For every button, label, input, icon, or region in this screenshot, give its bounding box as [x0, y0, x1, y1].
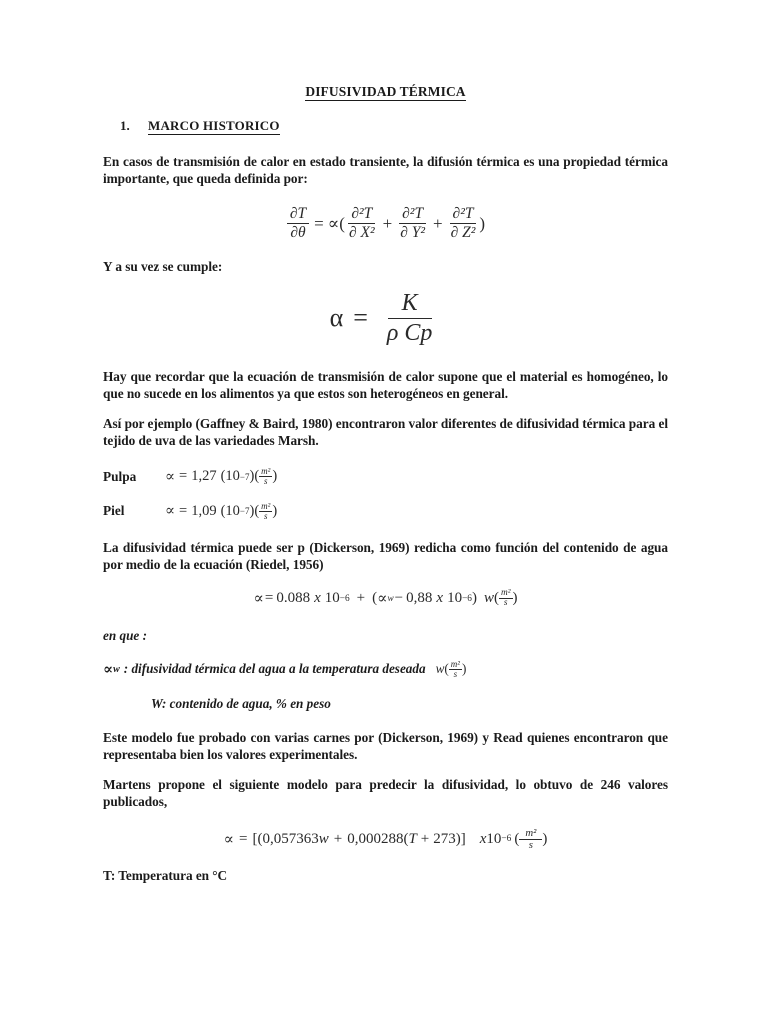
page-title [103, 84, 668, 100]
eq4-unit-close-paren: ) [542, 830, 548, 847]
eq1-equals: = [314, 213, 324, 233]
paragraph-y-a-su-vez: Y a su vez se cumple: [103, 258, 223, 274]
eq3-open-paren: ( [372, 590, 378, 607]
pulpa-unit-open-paren: ( [254, 468, 260, 484]
eq1-plus-1: + [382, 213, 393, 233]
piel-unit-numerator: m² [261, 500, 271, 511]
pulpa-unit-close-paren: ) [272, 468, 278, 484]
eq4-constant-273: 273 [433, 830, 456, 847]
value-line-pulpa [103, 467, 668, 486]
eq1-plus-2: + [433, 213, 443, 233]
def-unit-w: w [435, 661, 445, 677]
eq4-bracket-close: ] [460, 830, 466, 847]
eq3-base-1: 10 [324, 590, 340, 607]
eq4-variable-t: T [408, 830, 417, 847]
equation-heat-diffusion [103, 201, 668, 242]
piel-exponent: −7 [239, 506, 250, 517]
value-line-piel [103, 502, 668, 521]
eq2-denominator: ρ Cp [386, 319, 433, 346]
eq3-alpha-symbol: ∝ [253, 590, 264, 608]
page-title-text: DIFUSIVIDAD TÉRMICA [305, 84, 466, 99]
def-unit-fraction [449, 660, 462, 679]
eq2-equals: = [353, 303, 368, 333]
def-unit-numerator: m² [450, 658, 460, 669]
piel-equals: = [179, 502, 188, 519]
eq3-times-2: x [436, 590, 444, 607]
eq4-coefficient-w: 0,057363 [262, 830, 319, 847]
piel-unit-close-paren: ) [272, 502, 278, 519]
eq1-term-x-numerator: ∂²T [348, 206, 375, 224]
document-content [103, 84, 668, 897]
eq3-unit-fraction [499, 589, 513, 609]
pulpa-close-paren: ) [249, 468, 255, 484]
piel-value: 1,09 [191, 502, 217, 519]
def-alpha-text: : difusividad térmica del agua a la temperatura deseada [123, 661, 426, 677]
eq1-open-paren: ( [339, 213, 345, 233]
eq4-unit-open-paren: ( [514, 830, 520, 847]
eq4-unit-fraction [519, 828, 542, 851]
section-label: MARCO HISTORICO [148, 118, 280, 133]
pulpa-unit-denominator: s [264, 476, 268, 486]
eq4-variable-w: w [318, 830, 329, 847]
eq1-term-z [448, 206, 479, 242]
pulpa-value: 1,27 [191, 468, 217, 484]
definition-alpha-w [103, 660, 668, 679]
paragraph-este-modelo: Este modelo fue probado con varias carnes por (Dickerson, 1969) y Read quienes encontraron que representaba bien los valores experimentales. [103, 729, 668, 762]
paragraph-en-que: en que : [103, 627, 147, 643]
paragraph-homogeneo: Hay que recordar que la ecuación de transmisión de calor supone que el material es homogéneo, lo que no sucede en los alimentos ya que estos son heterogéneos en general. [103, 368, 668, 401]
eq4-unit-numerator: m² [519, 828, 542, 840]
def-alpha-unit [426, 660, 467, 679]
piel-unit-fraction [259, 502, 272, 521]
equation-alpha-definition [103, 291, 668, 346]
value-math-pulpa [165, 467, 277, 486]
eq1-term-x [346, 206, 378, 242]
pulpa-exponent: −7 [239, 471, 250, 482]
piel-unit-denominator: s [264, 510, 268, 521]
def-alpha-subscript: w [113, 663, 120, 675]
eq2-alpha-symbol: α [329, 303, 344, 333]
eq3-alpha-w-symbol: ∝ [377, 590, 388, 608]
equation-riedel [103, 589, 668, 609]
eq4-t-close-paren: ) [455, 830, 461, 847]
eq4-plus: + [333, 830, 343, 847]
piel-open-paren: ( [220, 502, 226, 519]
eq1-close-paren: ) [479, 213, 486, 233]
paragraph-intro: En casos de transmisión de calor en estado transiente, la difusión térmica es una propiedad térmica importante, que queda definida por: [103, 154, 668, 187]
paragraph-martens: Martens propone el siguiente modelo para predecir la difusividad, lo obtuvo de 246 valores publicados, [103, 776, 668, 809]
def-alpha-symbol: ∝ [103, 661, 114, 678]
paragraph-gaffney-baird: Así por ejemplo (Gaffney & Baird, 1980) encontraron valor diferentes de difusividad térmica para el tejido de uva de las variedades Marsh. [103, 415, 668, 448]
eq1-lhs-fraction [287, 206, 309, 242]
eq2-numerator: K [388, 291, 432, 319]
pulpa-unit-fraction [259, 467, 272, 486]
pulpa-alpha-symbol: ∝ [165, 468, 176, 485]
def-unit-close-paren: ) [461, 661, 467, 677]
piel-alpha-symbol: ∝ [165, 503, 176, 520]
value-label-pulpa: Pulpa [103, 468, 137, 484]
eq3-equals: = [264, 590, 274, 607]
paragraph-dickerson-riedel: La difusividad térmica puede ser p (Dickerson, 1969) redicha como función del contenido de agua por medio de la ecuación (Riedel, 1956) [103, 539, 668, 572]
eq3-times-1: x [314, 590, 321, 607]
eq3-plus: + [356, 590, 366, 607]
eq3-unit-open-paren: ( [493, 590, 499, 607]
eq3-exponent-1: −6 [339, 593, 350, 604]
value-label-piel: Piel [103, 503, 125, 519]
eq3-unit-close-paren: ) [512, 590, 518, 607]
eq1-term-y-numerator: ∂²T [399, 206, 426, 224]
eq4-alpha-symbol: ∝ [223, 830, 234, 848]
eq3-coefficient-2: 0,88 [406, 590, 433, 607]
eq2-fraction [379, 291, 441, 346]
eq1-term-z-numerator: ∂²T [450, 206, 477, 224]
eq1-term-y-denominator: ∂ Y² [400, 224, 426, 242]
eq1-term-y [397, 206, 428, 242]
def-unit-open-paren: ( [444, 661, 449, 677]
eq4-plus-t: + [420, 830, 430, 847]
eq3-alpha-w-subscript: w [387, 593, 394, 604]
equation-martens [103, 828, 668, 851]
eq4-equals: = [238, 830, 248, 847]
value-math-piel [165, 502, 277, 521]
eq4-times: x [479, 830, 487, 847]
section-number: 1. [120, 118, 130, 133]
pulpa-equals: = [179, 468, 188, 484]
pulpa-base: 10 [225, 468, 240, 484]
eq3-unit-denominator: s [503, 598, 508, 609]
eq4-base: 10 [486, 830, 502, 847]
eq1-lhs-denominator: ∂θ [290, 224, 306, 242]
eq4-t-open-paren: ( [403, 830, 409, 847]
eq3-coefficient-1: 0.088 [276, 590, 311, 607]
eq3-minus: − [394, 590, 404, 607]
paragraph-temperature-legend: T: Temperatura en °C [103, 867, 228, 883]
piel-base: 10 [225, 502, 240, 519]
paragraph-w-definition: W: contenido de agua, % en peso [151, 695, 331, 711]
piel-close-paren: ) [249, 502, 255, 519]
eq1-alpha-symbol: ∝ [327, 213, 340, 233]
eq3-unit-numerator: m² [500, 587, 511, 598]
def-unit-denominator: s [453, 668, 458, 679]
pulpa-open-paren: ( [220, 468, 226, 484]
piel-unit-open-paren: ( [254, 502, 260, 519]
eq3-close-paren: ) [471, 590, 477, 607]
eq1-term-x-denominator: ∂ X² [348, 224, 375, 242]
eq3-w-variable: w [483, 590, 494, 607]
eq1-term-z-denominator: ∂ Z² [450, 224, 476, 242]
eq4-coefficient-t: 0,000288 [347, 830, 404, 847]
eq4-bracket-open: [( [252, 830, 263, 847]
eq4-exponent: −6 [501, 834, 512, 845]
eq3-base-2: 10 [447, 590, 463, 607]
section-heading-marco-historico [120, 118, 668, 135]
eq4-unit-denominator: s [528, 838, 533, 851]
pulpa-unit-numerator: m² [261, 466, 271, 477]
eq1-lhs-numerator: ∂T [287, 206, 309, 224]
eq3-exponent-2: −6 [462, 593, 472, 604]
